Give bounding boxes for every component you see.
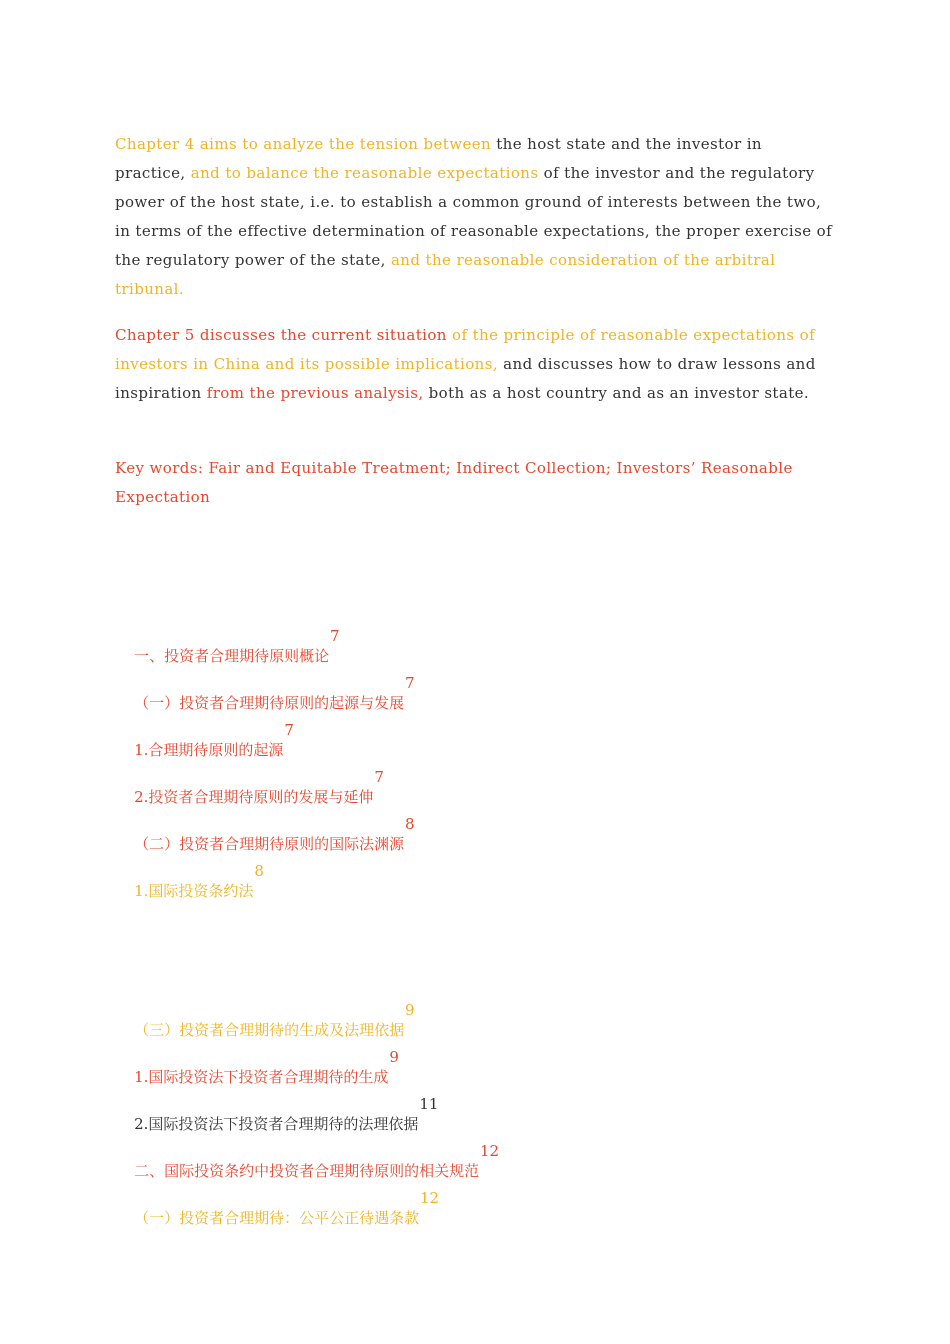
toc-entry-title: 2.投资者合理期待原则的发展与延伸: [134, 788, 374, 806]
toc-entry-page: 7: [405, 674, 415, 692]
toc-entry: [115, 861, 264, 941]
toc-entry-page: 12: [420, 1189, 440, 1207]
toc-entry-page: 7: [374, 768, 384, 786]
abstract-paragraph-chapter-5: [115, 321, 835, 408]
text-run: and to balance the reasonable expectations: [190, 164, 539, 182]
keywords: Key words: Fair and Equitable Treatment; Indirect Collection; Investors’ Reasonable Expectation: [115, 459, 793, 506]
toc-entry-title: 1.国际投资法下投资者合理期待的生成: [134, 1068, 389, 1086]
text-run: of the principle of reasonable expectations of investors in China and its possible implications,: [115, 326, 816, 373]
text-run: the host state and the investor in practice,: [115, 135, 762, 182]
toc-entry-page: 8: [405, 815, 415, 833]
toc-entry-title: 1.合理期待原则的起源: [134, 741, 284, 759]
text-run: both as a host country and as an investor state.: [423, 384, 810, 402]
toc-entry-page: 11: [419, 1095, 439, 1113]
abstract-paragraph-chapter-4: [115, 130, 835, 304]
toc-entry-title: （一）投资者合理期待原则的起源与发展: [134, 694, 405, 712]
text-run: of the investor and the regulatory power of the host state, i.e. to establish a common ground of interests between the two, in terms of the effective determination of reasonable expectations, the proper exercise of the regulatory power of the state,: [115, 164, 833, 269]
text-run: from the previous analysis,: [206, 384, 424, 402]
toc-entry-title: 1.国际投资条约法: [134, 882, 254, 900]
toc-entry: [115, 1188, 440, 1268]
toc-entry-title: 二、国际投资条约中投资者合理期待原则的相关规范: [134, 1162, 480, 1180]
toc-entry-page: 9: [405, 1001, 415, 1019]
toc-entry-title: 一、投资者合理期待原则概论: [134, 647, 330, 665]
toc-entry-title: （二）投资者合理期待原则的国际法渊源: [134, 835, 405, 853]
text-run: and discusses how to draw lessons and inspiration: [115, 355, 816, 402]
toc-entry-page: 12: [480, 1142, 500, 1160]
toc-entry-page: 8: [254, 862, 264, 880]
text-run: Chapter 4 aims to analyze the tension between: [115, 135, 492, 153]
toc-entry-page: 7: [284, 721, 294, 739]
text-run: and the reasonable consideration of the arbitral tribunal.: [115, 251, 776, 298]
toc-entry-title: （一）投资者合理期待：公平公正待遇条款: [134, 1209, 420, 1227]
toc-entry-page: 7: [330, 627, 340, 645]
text-run: Chapter 5 discusses the current situation: [115, 326, 447, 344]
toc-entry-title: （三）投资者合理期待的生成及法理依据: [134, 1021, 405, 1039]
toc-entry-page: 9: [389, 1048, 399, 1066]
toc-entry-title: 2.国际投资法下投资者合理期待的法理依据: [134, 1115, 419, 1133]
